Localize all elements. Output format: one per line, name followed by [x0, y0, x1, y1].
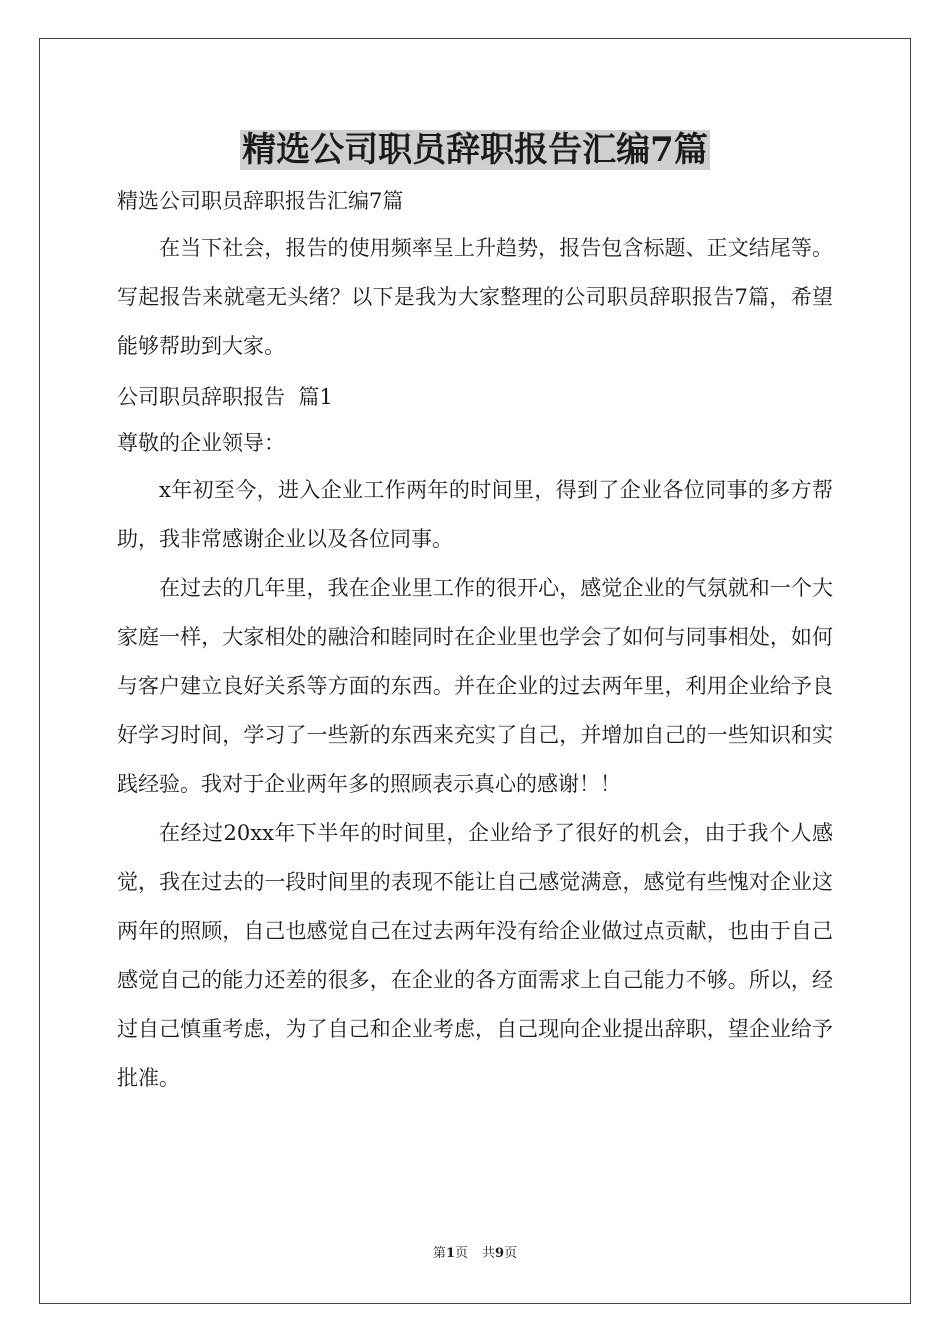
body-paragraph-2: 在过去的几年里，我在企业里工作的很开心，感觉企业的气氛就和一个大家庭一样，大家相处的融洽和睦同时在企业里也学会了如何与同事相处，如何与客户建立良好关系等方面的东西。并在企业的过去两年里，利用企业给予良好学习时间，学习了一些新的东西来充实了自己，并增加自己的一些知识和实践经验。我对于企业两年多的照顾表示真心的感谢！！	[117, 576, 833, 796]
footer-page-total: 9	[495, 1246, 505, 1261]
footer-page-prefix: 第	[432, 1246, 446, 1261]
footer-page-suffix: 页	[454, 1246, 468, 1261]
footer-page-current: 1	[445, 1246, 455, 1261]
body-paragraph-1: x年初至今，进入企业工作两年的时间里，得到了企业各位同事的多方帮助，我非常感谢企业以及各位同事。	[117, 478, 833, 551]
footer-total-prefix: 共	[482, 1246, 496, 1261]
section-heading: 公司职员辞职报告 篇1	[117, 385, 333, 409]
body-paragraph-3: 在经过20xx年下半年的时间里，企业给予了很好的机会，由于我个人感觉，我在过去的一段时间里的表现不能让自己感觉满意，感觉有些愧对企业这两年的照顾，自己也感觉自己在过去两年没有给企业做过点贡献，也由于自己感觉自己的能力还差的很多，在企业的各方面需求上自己能力不够。所以，经过自己慎重考虑，为了自己和企业考虑，自己现向企业提出辞职，望企业给予批准。	[117, 821, 833, 1090]
intro-paragraph: 在当下社会，报告的使用频率呈上升趋势，报告包含标题、正文结尾等。写起报告来就毫无头绪？以下是我为大家整理的公司职员辞职报告7篇，希望能够帮助到大家。	[117, 236, 833, 358]
salutation: 尊敬的企业领导：	[117, 431, 285, 455]
page-footer	[0, 1244, 950, 1264]
document-title	[0, 124, 950, 176]
document-title-text: 精选公司职员辞职报告汇编7篇	[242, 130, 708, 170]
document-body	[117, 178, 833, 1103]
footer-total-suffix: 页	[504, 1246, 518, 1261]
subtitle-line: 精选公司职员辞职报告汇编7篇	[117, 189, 404, 213]
